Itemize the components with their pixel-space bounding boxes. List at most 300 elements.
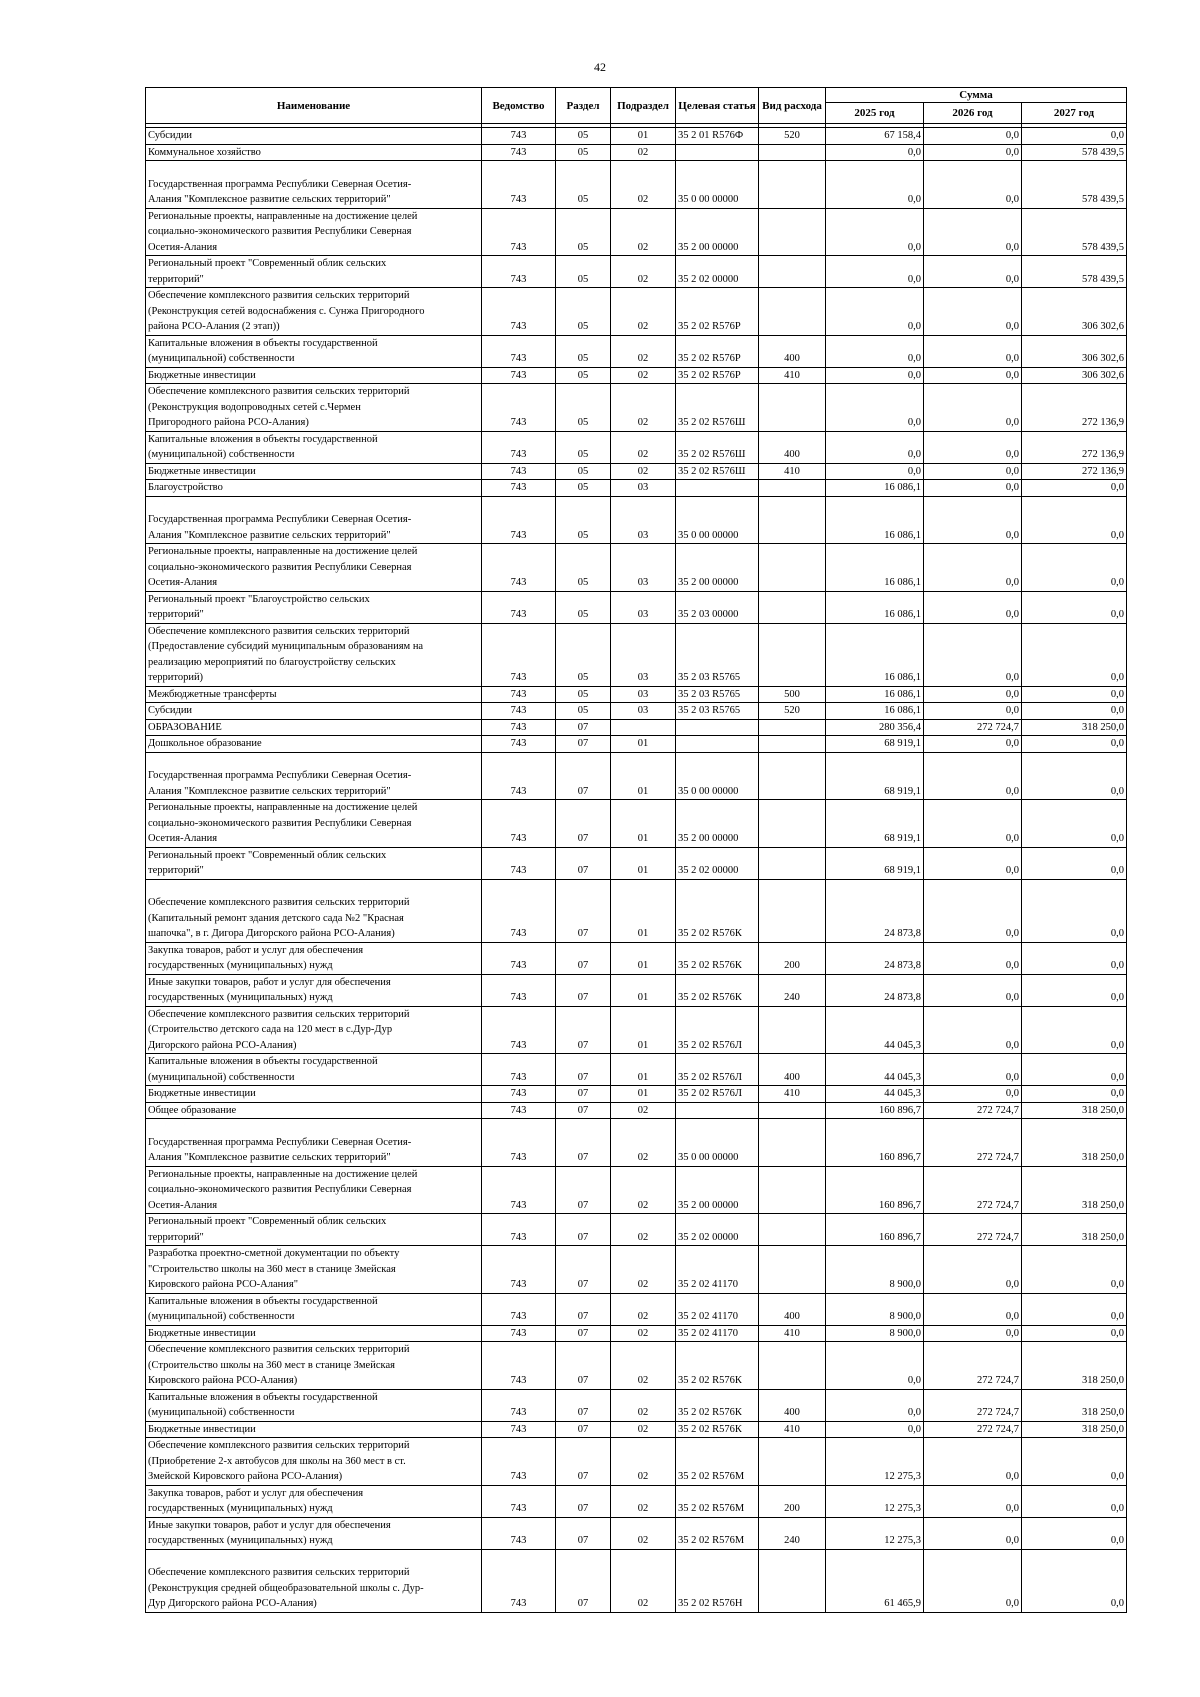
row-2025: 0,0 xyxy=(826,431,924,463)
row-kind: 400 xyxy=(759,1293,826,1325)
row-section: 05 xyxy=(556,463,611,480)
row-kind xyxy=(759,480,826,497)
row-2025: 160 896,7 xyxy=(826,1166,924,1214)
row-section: 07 xyxy=(556,1389,611,1421)
table-row xyxy=(146,974,1127,1006)
row-dept: 743 xyxy=(482,847,556,879)
row-kind xyxy=(759,800,826,848)
row-2026: 0,0 xyxy=(924,1054,1022,1086)
row-2026: 0,0 xyxy=(924,942,1022,974)
row-subsection: 02 xyxy=(611,384,676,432)
row-dept: 743 xyxy=(482,1119,556,1167)
row-2027: 318 250,0 xyxy=(1022,1342,1127,1390)
row-subsection: 01 xyxy=(611,879,676,942)
row-2027: 0,0 xyxy=(1022,1325,1127,1342)
row-2025: 16 086,1 xyxy=(826,544,924,592)
row-target: 35 2 02 R576К xyxy=(676,879,759,942)
row-section: 05 xyxy=(556,161,611,209)
row-2025: 280 356,4 xyxy=(826,719,924,736)
row-target: 35 2 02 00000 xyxy=(676,1214,759,1246)
row-2026: 0,0 xyxy=(924,367,1022,384)
row-2025: 0,0 xyxy=(826,384,924,432)
row-section: 05 xyxy=(556,686,611,703)
row-dept: 743 xyxy=(482,879,556,942)
table-row xyxy=(146,496,1127,544)
row-target: 35 2 02 R576Л xyxy=(676,1054,759,1086)
row-dept: 743 xyxy=(482,161,556,209)
row-kind: 400 xyxy=(759,431,826,463)
row-section: 07 xyxy=(556,1006,611,1054)
row-name: Региональный проект "Благоустройство сельских территорий" xyxy=(146,591,482,623)
row-target: 35 2 03 00000 xyxy=(676,591,759,623)
row-2025: 16 086,1 xyxy=(826,480,924,497)
header-section: Раздел xyxy=(556,88,611,124)
row-2026: 0,0 xyxy=(924,879,1022,942)
row-2026: 0,0 xyxy=(924,703,1022,720)
row-section: 05 xyxy=(556,703,611,720)
row-2027: 0,0 xyxy=(1022,544,1127,592)
row-subsection: 02 xyxy=(611,431,676,463)
row-2027: 0,0 xyxy=(1022,879,1127,942)
row-dept: 743 xyxy=(482,431,556,463)
row-subsection: 02 xyxy=(611,1485,676,1517)
row-subsection: 02 xyxy=(611,1438,676,1486)
row-name: Бюджетные инвестиции xyxy=(146,367,482,384)
row-dept: 743 xyxy=(482,288,556,336)
row-2026: 0,0 xyxy=(924,1485,1022,1517)
row-target: 35 2 02 R576К xyxy=(676,1389,759,1421)
row-subsection: 03 xyxy=(611,703,676,720)
row-section: 07 xyxy=(556,1119,611,1167)
row-2025: 24 873,8 xyxy=(826,942,924,974)
table-row xyxy=(146,1006,1127,1054)
row-kind xyxy=(759,384,826,432)
row-name: Обеспечение комплексного развития сельских территорий (Предоставление субсидий муниципальным образованиям на реализацию мероприятий по благоустройству сельских территорий) xyxy=(146,623,482,686)
row-target: 35 2 02 41170 xyxy=(676,1325,759,1342)
row-subsection: 02 xyxy=(611,208,676,256)
row-section: 07 xyxy=(556,1214,611,1246)
table-row xyxy=(146,1166,1127,1214)
table-row xyxy=(146,208,1127,256)
row-subsection xyxy=(611,719,676,736)
row-2027: 318 250,0 xyxy=(1022,1102,1127,1119)
row-target: 35 2 01 R576Ф xyxy=(676,128,759,145)
row-2027: 0,0 xyxy=(1022,128,1127,145)
page-number: 42 xyxy=(594,60,606,74)
row-2025: 0,0 xyxy=(826,1421,924,1438)
row-2026: 0,0 xyxy=(924,974,1022,1006)
row-dept: 743 xyxy=(482,1325,556,1342)
row-name: ОБРАЗОВАНИЕ xyxy=(146,719,482,736)
row-2025: 44 045,3 xyxy=(826,1006,924,1054)
header-name: Наименование xyxy=(146,88,482,124)
row-dept: 743 xyxy=(482,367,556,384)
row-subsection: 01 xyxy=(611,752,676,800)
table-row xyxy=(146,1293,1127,1325)
row-kind: 400 xyxy=(759,335,826,367)
row-name: Государственная программа Республики Северная Осетия- Алания "Комплексное развитие сельских территорий" xyxy=(146,496,482,544)
row-name: Бюджетные инвестиции xyxy=(146,1325,482,1342)
row-name: Капитальные вложения в объекты государственной (муниципальной) собственности xyxy=(146,335,482,367)
row-dept: 743 xyxy=(482,1438,556,1486)
row-target: 35 0 00 00000 xyxy=(676,161,759,209)
row-2025: 68 919,1 xyxy=(826,736,924,753)
row-dept: 743 xyxy=(482,1517,556,1549)
row-section: 07 xyxy=(556,736,611,753)
row-section: 05 xyxy=(556,208,611,256)
row-2026: 0,0 xyxy=(924,256,1022,288)
row-name: Обеспечение комплексного развития сельских территорий (Строительство школы на 360 мест в станице Змейская Кировского района РСО-Алания) xyxy=(146,1342,482,1390)
row-target: 35 2 02 R576М xyxy=(676,1485,759,1517)
row-kind: 200 xyxy=(759,942,826,974)
row-name: Иные закупки товаров, работ и услуг для обеспечения государственных (муниципальных) нужд xyxy=(146,974,482,1006)
row-2026: 272 724,7 xyxy=(924,1119,1022,1167)
row-dept: 743 xyxy=(482,1389,556,1421)
row-2027: 272 136,9 xyxy=(1022,431,1127,463)
row-subsection: 02 xyxy=(611,256,676,288)
row-subsection: 01 xyxy=(611,847,676,879)
table-row xyxy=(146,335,1127,367)
row-subsection: 01 xyxy=(611,736,676,753)
row-kind: 520 xyxy=(759,128,826,145)
row-target: 35 2 02 R576К xyxy=(676,1342,759,1390)
row-2025: 12 275,3 xyxy=(826,1438,924,1486)
row-kind: 400 xyxy=(759,1054,826,1086)
row-name: Обеспечение комплексного развития сельских территорий (Реконструкция сетей водоснабжения с. Сунжа Пригородного района РСО-Алания (2 этап)) xyxy=(146,288,482,336)
row-target: 35 2 00 00000 xyxy=(676,544,759,592)
row-2026: 0,0 xyxy=(924,496,1022,544)
row-target: 35 0 00 00000 xyxy=(676,496,759,544)
row-section: 07 xyxy=(556,1246,611,1294)
row-section: 07 xyxy=(556,1485,611,1517)
row-subsection: 01 xyxy=(611,128,676,145)
row-2026: 0,0 xyxy=(924,480,1022,497)
row-2027: 0,0 xyxy=(1022,1086,1127,1103)
row-subsection: 02 xyxy=(611,1102,676,1119)
row-dept: 743 xyxy=(482,128,556,145)
row-target: 35 2 02 R576Л xyxy=(676,1086,759,1103)
row-subsection: 02 xyxy=(611,1214,676,1246)
row-2027: 578 439,5 xyxy=(1022,144,1127,161)
row-2025: 0,0 xyxy=(826,367,924,384)
row-name: Дошкольное образование xyxy=(146,736,482,753)
header-2025: 2025 год xyxy=(826,103,924,124)
row-kind xyxy=(759,591,826,623)
row-subsection: 01 xyxy=(611,942,676,974)
row-2027: 272 136,9 xyxy=(1022,384,1127,432)
row-2025: 16 086,1 xyxy=(826,591,924,623)
row-target xyxy=(676,1102,759,1119)
row-section: 07 xyxy=(556,1549,611,1612)
row-name: Региональный проект "Современный облик сельских территорий" xyxy=(146,847,482,879)
row-subsection: 03 xyxy=(611,591,676,623)
row-kind: 400 xyxy=(759,1389,826,1421)
row-target: 35 2 02 00000 xyxy=(676,256,759,288)
row-dept: 743 xyxy=(482,1006,556,1054)
row-target: 35 2 02 41170 xyxy=(676,1293,759,1325)
row-kind xyxy=(759,1246,826,1294)
row-kind xyxy=(759,161,826,209)
row-2027: 0,0 xyxy=(1022,847,1127,879)
row-2026: 0,0 xyxy=(924,1293,1022,1325)
table-row xyxy=(146,1485,1127,1517)
table-row xyxy=(146,1342,1127,1390)
row-2025: 68 919,1 xyxy=(826,752,924,800)
table-row xyxy=(146,719,1127,736)
row-2027: 0,0 xyxy=(1022,1438,1127,1486)
row-subsection: 02 xyxy=(611,335,676,367)
row-target: 35 2 02 R576К xyxy=(676,1421,759,1438)
row-name: Региональные проекты, направленные на достижение целей социально-экономического развития Республики Северная Осетия-Алания xyxy=(146,1166,482,1214)
row-subsection: 02 xyxy=(611,1389,676,1421)
row-2027: 0,0 xyxy=(1022,974,1127,1006)
row-2027: 318 250,0 xyxy=(1022,1214,1127,1246)
row-kind xyxy=(759,144,826,161)
row-2025: 0,0 xyxy=(826,208,924,256)
row-target xyxy=(676,719,759,736)
row-2026: 0,0 xyxy=(924,1325,1022,1342)
row-kind xyxy=(759,736,826,753)
row-2026: 0,0 xyxy=(924,623,1022,686)
row-target: 35 2 02 R576Н xyxy=(676,1549,759,1612)
row-subsection: 02 xyxy=(611,463,676,480)
row-dept: 743 xyxy=(482,591,556,623)
row-name: Межбюджетные трансферты xyxy=(146,686,482,703)
row-section: 07 xyxy=(556,974,611,1006)
row-2026: 0,0 xyxy=(924,1438,1022,1486)
row-subsection: 01 xyxy=(611,800,676,848)
row-2026: 0,0 xyxy=(924,544,1022,592)
row-section: 05 xyxy=(556,384,611,432)
row-target: 35 2 02 R576Р xyxy=(676,367,759,384)
row-section: 07 xyxy=(556,1421,611,1438)
table-row xyxy=(146,752,1127,800)
row-section: 07 xyxy=(556,1166,611,1214)
table-row xyxy=(146,1549,1127,1612)
row-2025: 12 275,3 xyxy=(826,1517,924,1549)
row-subsection: 03 xyxy=(611,544,676,592)
table-row xyxy=(146,544,1127,592)
row-2026: 0,0 xyxy=(924,847,1022,879)
row-subsection: 02 xyxy=(611,1246,676,1294)
row-target: 35 2 03 R5765 xyxy=(676,623,759,686)
row-2027: 0,0 xyxy=(1022,1485,1127,1517)
row-section: 05 xyxy=(556,288,611,336)
row-name: Обеспечение комплексного развития сельских территорий (Приобретение 2-х автобусов для школы на 360 мест в ст. Змейской Кировского района РСО-Алания) xyxy=(146,1438,482,1486)
row-2027: 0,0 xyxy=(1022,703,1127,720)
row-target: 35 2 02 R576М xyxy=(676,1438,759,1486)
row-2025: 24 873,8 xyxy=(826,974,924,1006)
row-subsection: 02 xyxy=(611,161,676,209)
row-subsection: 01 xyxy=(611,1006,676,1054)
row-section: 07 xyxy=(556,1517,611,1549)
row-2027: 0,0 xyxy=(1022,736,1127,753)
row-target: 35 2 02 R576Р xyxy=(676,288,759,336)
row-2026: 0,0 xyxy=(924,1517,1022,1549)
row-section: 05 xyxy=(556,591,611,623)
header-target: Целевая статья xyxy=(676,88,759,124)
row-2026: 0,0 xyxy=(924,1246,1022,1294)
table-row xyxy=(146,463,1127,480)
row-2025: 24 873,8 xyxy=(826,879,924,942)
row-kind xyxy=(759,879,826,942)
row-subsection: 03 xyxy=(611,623,676,686)
table-row xyxy=(146,480,1127,497)
row-name: Капитальные вложения в объекты государственной (муниципальной) собственности xyxy=(146,431,482,463)
row-2025: 44 045,3 xyxy=(826,1086,924,1103)
row-dept: 743 xyxy=(482,1342,556,1390)
row-2025: 8 900,0 xyxy=(826,1293,924,1325)
row-2026: 272 724,7 xyxy=(924,1102,1022,1119)
row-2027: 272 136,9 xyxy=(1022,463,1127,480)
row-dept: 743 xyxy=(482,719,556,736)
row-2025: 160 896,7 xyxy=(826,1102,924,1119)
row-2025: 0,0 xyxy=(826,335,924,367)
table-row xyxy=(146,1119,1127,1167)
row-target: 35 2 02 R576Л xyxy=(676,1006,759,1054)
row-dept: 743 xyxy=(482,208,556,256)
row-2026: 0,0 xyxy=(924,800,1022,848)
row-2027: 0,0 xyxy=(1022,752,1127,800)
row-2025: 67 158,4 xyxy=(826,128,924,145)
row-name: Закупка товаров, работ и услуг для обеспечения государственных (муниципальных) нужд xyxy=(146,1485,482,1517)
row-kind xyxy=(759,256,826,288)
row-2026: 0,0 xyxy=(924,144,1022,161)
row-dept: 743 xyxy=(482,1102,556,1119)
row-2026: 0,0 xyxy=(924,208,1022,256)
row-2025: 68 919,1 xyxy=(826,800,924,848)
table-header xyxy=(146,88,1127,128)
row-dept: 743 xyxy=(482,256,556,288)
row-2025: 8 900,0 xyxy=(826,1325,924,1342)
row-target: 35 2 02 R576К xyxy=(676,974,759,1006)
row-2026: 0,0 xyxy=(924,288,1022,336)
row-kind xyxy=(759,752,826,800)
row-2025: 0,0 xyxy=(826,1342,924,1390)
row-dept: 743 xyxy=(482,942,556,974)
row-kind xyxy=(759,208,826,256)
row-subsection: 01 xyxy=(611,974,676,1006)
row-target: 35 2 02 R576Ш xyxy=(676,384,759,432)
row-section: 07 xyxy=(556,1342,611,1390)
row-section: 05 xyxy=(556,623,611,686)
table-row xyxy=(146,288,1127,336)
table-row xyxy=(146,1421,1127,1438)
row-name: Капитальные вложения в объекты государственной (муниципальной) собственности xyxy=(146,1293,482,1325)
row-section: 07 xyxy=(556,752,611,800)
row-2027: 578 439,5 xyxy=(1022,208,1127,256)
row-dept: 743 xyxy=(482,335,556,367)
row-2027: 318 250,0 xyxy=(1022,1119,1127,1167)
row-subsection: 02 xyxy=(611,367,676,384)
row-dept: 743 xyxy=(482,1421,556,1438)
row-kind: 410 xyxy=(759,1421,826,1438)
row-dept: 743 xyxy=(482,144,556,161)
row-2026: 272 724,7 xyxy=(924,1214,1022,1246)
row-2025: 16 086,1 xyxy=(826,703,924,720)
row-section: 05 xyxy=(556,367,611,384)
table-row xyxy=(146,623,1127,686)
table-row xyxy=(146,367,1127,384)
row-subsection: 02 xyxy=(611,1166,676,1214)
row-dept: 743 xyxy=(482,974,556,1006)
row-name: Субсидии xyxy=(146,703,482,720)
table-row xyxy=(146,1389,1127,1421)
row-2027: 0,0 xyxy=(1022,1517,1127,1549)
row-target: 35 2 02 R576М xyxy=(676,1517,759,1549)
row-2027: 318 250,0 xyxy=(1022,719,1127,736)
row-kind: 410 xyxy=(759,367,826,384)
row-2027: 0,0 xyxy=(1022,1293,1127,1325)
row-dept: 743 xyxy=(482,480,556,497)
table-row xyxy=(146,1325,1127,1342)
row-2027: 578 439,5 xyxy=(1022,161,1127,209)
row-kind: 520 xyxy=(759,703,826,720)
row-target xyxy=(676,480,759,497)
row-2027: 0,0 xyxy=(1022,480,1127,497)
row-name: Капитальные вложения в объекты государственной (муниципальной) собственности xyxy=(146,1389,482,1421)
row-kind xyxy=(759,623,826,686)
row-kind: 240 xyxy=(759,974,826,1006)
table-row xyxy=(146,144,1127,161)
header-2026: 2026 год xyxy=(924,103,1022,124)
row-section: 07 xyxy=(556,1086,611,1103)
header-subsection: Подраздел xyxy=(611,88,676,124)
row-dept: 743 xyxy=(482,623,556,686)
row-name: Региональные проекты, направленные на достижение целей социально-экономического развития Республики Северная Осетия-Алания xyxy=(146,544,482,592)
table-row xyxy=(146,431,1127,463)
row-name: Государственная программа Республики Северная Осетия- Алания "Комплексное развитие сельских территорий" xyxy=(146,1119,482,1167)
row-2025: 68 919,1 xyxy=(826,847,924,879)
row-dept: 743 xyxy=(482,1214,556,1246)
row-2025: 16 086,1 xyxy=(826,623,924,686)
row-dept: 743 xyxy=(482,384,556,432)
header-dept: Ведомство xyxy=(482,88,556,124)
row-2027: 318 250,0 xyxy=(1022,1166,1127,1214)
row-subsection: 03 xyxy=(611,496,676,544)
row-kind xyxy=(759,544,826,592)
row-subsection: 02 xyxy=(611,144,676,161)
table-row xyxy=(146,161,1127,209)
table-row xyxy=(146,879,1127,942)
row-target: 35 0 00 00000 xyxy=(676,1119,759,1167)
row-2025: 0,0 xyxy=(826,463,924,480)
row-section: 05 xyxy=(556,256,611,288)
row-2026: 0,0 xyxy=(924,335,1022,367)
row-target: 35 2 02 41170 xyxy=(676,1246,759,1294)
row-2026: 0,0 xyxy=(924,752,1022,800)
row-2026: 0,0 xyxy=(924,1549,1022,1612)
row-name: Бюджетные инвестиции xyxy=(146,463,482,480)
row-section: 05 xyxy=(556,496,611,544)
row-subsection: 02 xyxy=(611,1517,676,1549)
row-2027: 0,0 xyxy=(1022,942,1127,974)
row-target: 35 2 02 00000 xyxy=(676,847,759,879)
row-subsection: 03 xyxy=(611,480,676,497)
row-kind xyxy=(759,288,826,336)
table-row xyxy=(146,847,1127,879)
row-2026: 0,0 xyxy=(924,128,1022,145)
row-2027: 0,0 xyxy=(1022,1246,1127,1294)
table-row xyxy=(146,800,1127,848)
row-kind xyxy=(759,719,826,736)
row-name: Региональные проекты, направленные на достижение целей социально-экономического развития Республики Северная Осетия-Алания xyxy=(146,800,482,848)
row-2025: 12 275,3 xyxy=(826,1485,924,1517)
row-name: Государственная программа Республики Северная Осетия- Алания "Комплексное развитие сельских территорий" xyxy=(146,752,482,800)
row-name: Обеспечение комплексного развития сельских территорий (Реконструкция средней общеобразовательной школы с. Дур- Дур Дигорского района РСО-Алания) xyxy=(146,1549,482,1612)
row-kind xyxy=(759,1549,826,1612)
table-row xyxy=(146,942,1127,974)
